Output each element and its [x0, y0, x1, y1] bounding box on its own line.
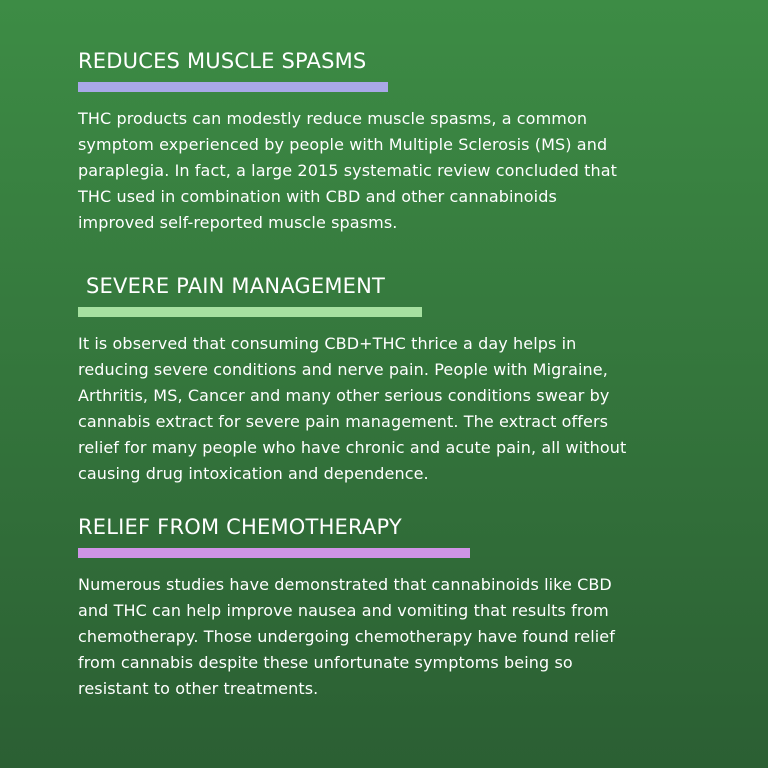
heading-underline-bar	[78, 307, 422, 317]
body-line: resistant to other treatments.	[78, 679, 319, 698]
heading-underline-bar	[78, 548, 470, 558]
section-relief-from-chemotherapy	[78, 514, 678, 702]
body-line: Arthritis, MS, Cancer and many other serious conditions swear by	[78, 386, 610, 405]
section-heading: RELIEF FROM CHEMOTHERAPY	[78, 515, 402, 539]
body-line: Numerous studies have demonstrated that cannabinoids like CBD	[78, 575, 612, 594]
body-line: and THC can help improve nausea and vomiting that results from	[78, 601, 609, 620]
section-body	[78, 331, 678, 487]
body-line: causing drug intoxication and dependence.	[78, 464, 429, 483]
body-line: cannabis extract for severe pain management. The extract offers	[78, 412, 609, 431]
section-heading: REDUCES MUSCLE SPASMS	[78, 49, 367, 73]
body-line: THC used in combination with CBD and other cannabinoids	[78, 187, 557, 206]
body-line: relief for many people who have chronic and acute pain, all without	[78, 438, 627, 457]
body-line: symptom experienced by people with Multiple Sclerosis (MS) and	[78, 135, 608, 154]
section-body	[78, 106, 678, 236]
section-body	[78, 572, 678, 702]
body-line: THC products can modestly reduce muscle spasms, a common	[78, 109, 588, 128]
section-severe-pain-management	[78, 273, 678, 487]
body-line: It is observed that consuming CBD+THC thrice a day helps in	[78, 334, 577, 353]
body-line: reducing severe conditions and nerve pain. People with Migraine,	[78, 360, 608, 379]
section-reduces-muscle-spasms	[78, 48, 678, 236]
heading-underline-bar	[78, 82, 388, 92]
body-line: chemotherapy. Those undergoing chemotherapy have found relief	[78, 627, 615, 646]
body-line: paraplegia. In fact, a large 2015 systematic review concluded that	[78, 161, 618, 180]
body-line: improved self-reported muscle spasms.	[78, 213, 398, 232]
body-line: from cannabis despite these unfortunate symptoms being so	[78, 653, 573, 672]
section-heading: SEVERE PAIN MANAGEMENT	[86, 274, 386, 298]
